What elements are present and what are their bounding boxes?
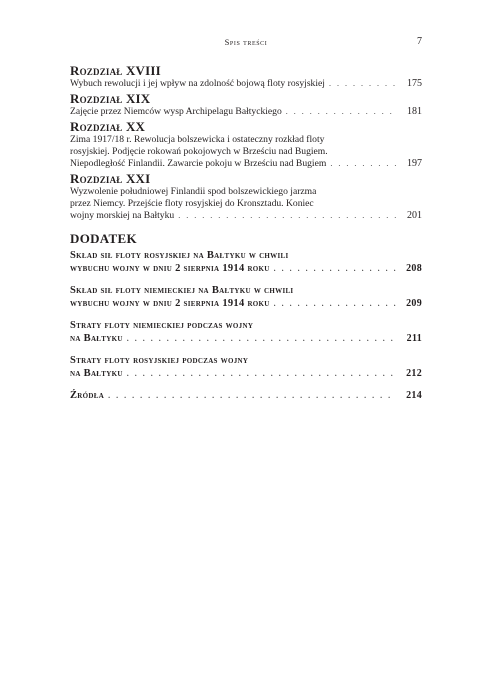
appendix-entry-text: na Bałtyku — [70, 333, 123, 344]
chapter-description: Niepodległość Finlandii. Zawarcie pokoju w Brześciu nad Bugiem — [70, 158, 327, 169]
toc-page-number: 201 — [407, 210, 422, 221]
dot-leader — [329, 78, 396, 90]
chapter-description: Zajęcie przez Niemców wysp Archipelagu Bałtyckiego — [70, 106, 282, 117]
appendix-entry — [70, 354, 422, 380]
toc-page-number: 212 — [406, 368, 422, 379]
chapter-description-line: przez Niemcy. Przejście floty rosyjskiej do Kronsztadu. Koniec — [70, 198, 314, 209]
toc-chapter-21 — [70, 172, 422, 222]
chapter-title: Rozdział XVIII — [70, 63, 161, 78]
dot-leader — [178, 210, 396, 222]
dot-leader — [127, 367, 396, 380]
dot-leader — [127, 332, 396, 345]
dot-leader — [274, 297, 396, 310]
toc-entry-row — [70, 367, 422, 380]
toc-chapter-18 — [70, 64, 422, 90]
appendix-entry-text: na Bałtyku — [70, 368, 123, 379]
toc-page-number: 211 — [406, 333, 422, 344]
toc-page-number: 208 — [406, 263, 422, 274]
appendix-entry-line: Straty floty rosyjskiej podczas wojny — [70, 355, 249, 366]
chapter-description-line: Wyzwolenie południowej Finlandii spod bolszewickiego jarzma — [70, 186, 317, 197]
toc-chapter-19 — [70, 92, 422, 118]
toc-entry-row — [70, 297, 422, 310]
chapter-description-line: rosyjskiej. Podjęcie rokowań pokojowych w Brześciu nad Bugiem. — [70, 146, 328, 157]
chapter-description: Wybuch rewolucji i jej wpływ na zdolność bojową floty rosyjskiej — [70, 78, 325, 89]
toc-page-number: 214 — [406, 390, 422, 401]
chapter-title: Rozdział XXI — [70, 171, 151, 186]
appendix-entry-text: wybuchu wojny w dniu 2 sierpnia 1914 roku — [70, 263, 270, 274]
appendix-entry — [70, 249, 422, 275]
appendix-entry — [70, 319, 422, 345]
toc-entry-row — [70, 332, 422, 345]
dot-leader — [330, 158, 396, 170]
toc-entry-row — [70, 210, 422, 222]
page-number: 7 — [417, 36, 422, 47]
appendix-entry-line: Skład sił floty niemieckiej na Bałtyku w chwili — [70, 285, 294, 296]
toc-entry-row — [70, 158, 422, 170]
appendix-entry-text: Źródła — [70, 390, 105, 401]
toc-page-number: 197 — [407, 158, 422, 169]
appendix-title: DODATEK — [70, 231, 137, 246]
toc-entry-row — [70, 389, 422, 402]
toc-page-number: 181 — [407, 106, 422, 117]
toc-entry-row — [70, 262, 422, 275]
chapter-title: Rozdział XIX — [70, 91, 151, 106]
toc-page-number: 175 — [407, 78, 422, 89]
toc-entry-row — [70, 106, 422, 118]
chapter-description-line: Zima 1917/18 r. Rewolucja bolszewicka i ostateczny rozkład floty — [70, 134, 325, 145]
running-head: Spis treści — [224, 37, 268, 47]
dot-leader — [274, 262, 396, 275]
chapter-title: Rozdział XX — [70, 119, 146, 134]
page-header — [70, 37, 422, 51]
chapter-description: wojny morskiej na Bałtyku — [70, 210, 175, 221]
table-of-contents — [70, 64, 422, 411]
appendix-entry-line: Straty floty niemieckiej podczas wojny — [70, 320, 254, 331]
toc-page-number: 209 — [406, 298, 422, 309]
toc-chapter-20 — [70, 120, 422, 170]
dot-leader — [108, 389, 396, 402]
appendix-entry-text: wybuchu wojny w dniu 2 sierpnia 1914 roku — [70, 298, 270, 309]
toc-entry-row — [70, 78, 422, 90]
appendix-entry-line: Skład sił floty rosyjskiej na Bałtyku w chwili — [70, 250, 289, 261]
appendix-entry — [70, 284, 422, 310]
appendix-entry — [70, 389, 422, 402]
dot-leader — [286, 106, 396, 118]
